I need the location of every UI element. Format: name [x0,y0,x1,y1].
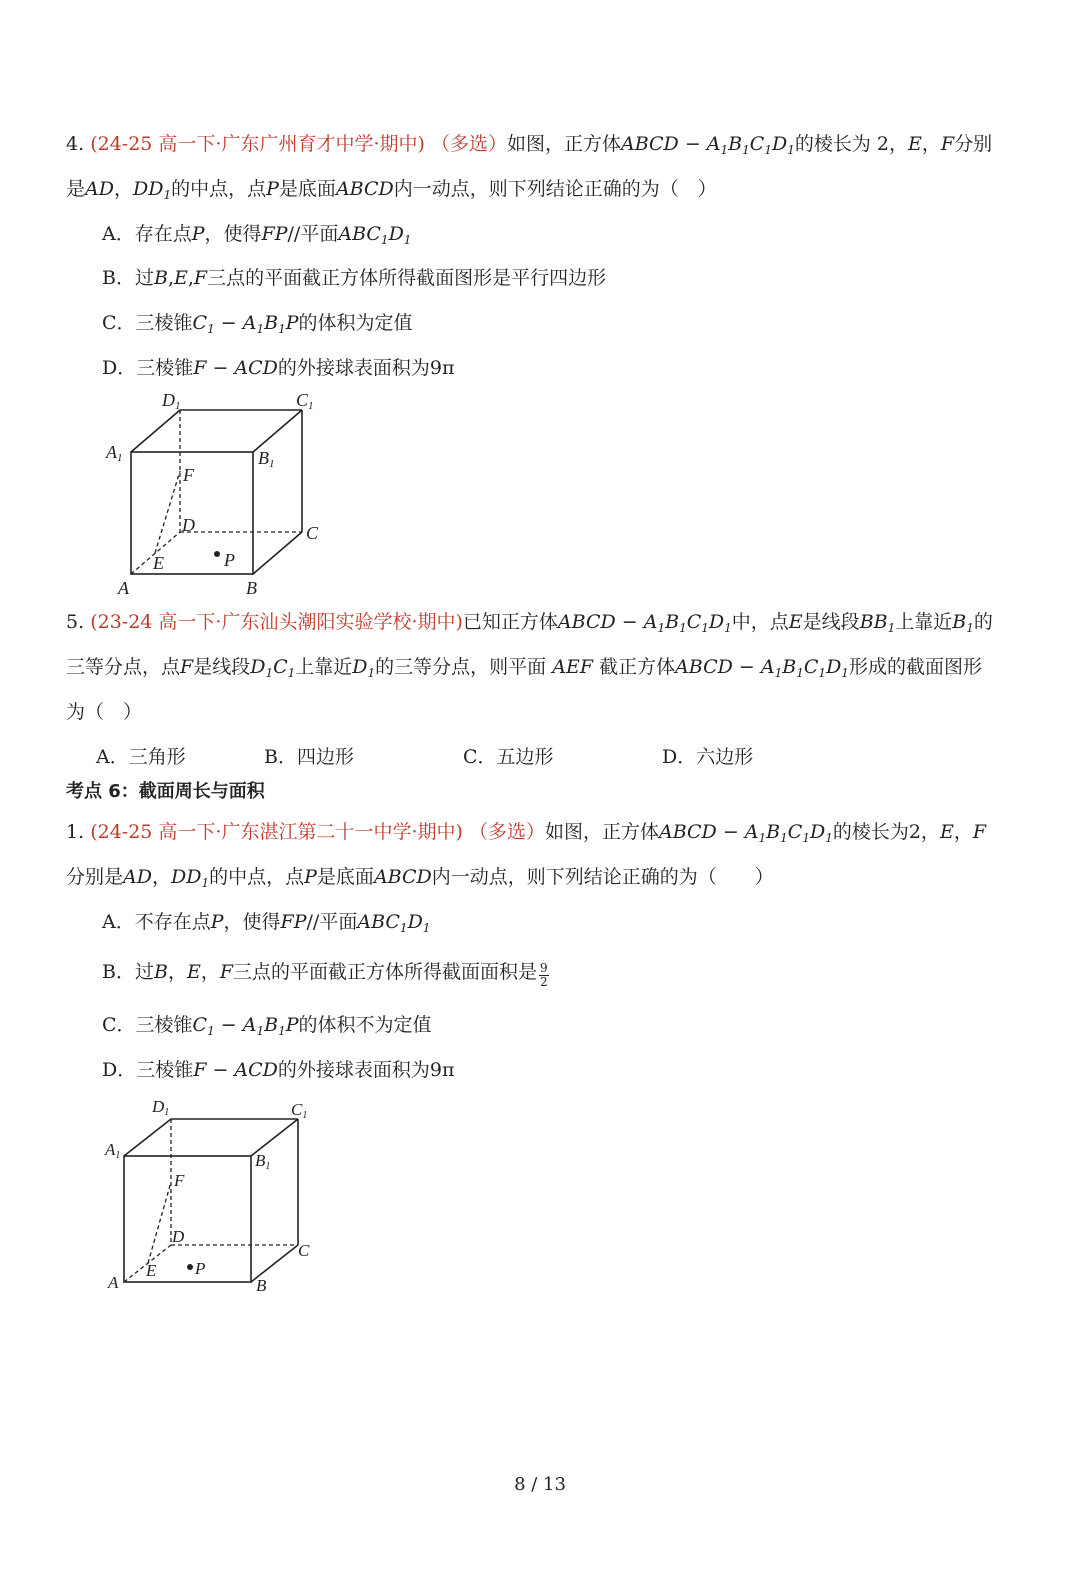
q4-text: 的中点，点 [171,178,267,200]
label-a: A [118,578,129,598]
option-text: B．过 [102,961,154,983]
label-e: E [146,1261,157,1280]
q4-option-d: D．三棱锥F − ACD的外接球表面积为9π [102,357,455,379]
q5-text: 是线段 [193,656,251,678]
point-p-dot [187,1264,193,1270]
q5-options [96,745,753,769]
q1-line-1: 1. (24-25 高一下·广东湛江第二十一中学·期中) （多选）如图，正方体ABCD − $A_1B_1C_1D_1$的棱长为2，E，F [66,821,987,845]
label-d1: D1 [162,390,181,412]
cube-figure-2 [98,1092,338,1297]
label-b: B [246,578,257,598]
q1-text: 的棱长为2， [832,821,940,843]
q1-number: 1. [66,821,85,843]
q5-option-c: C．五边形 [463,746,554,768]
label-p: P [224,550,235,570]
label-a1: A1 [106,442,123,464]
q1-text: 分别是 [66,866,124,888]
q5-text: 上靠近 [295,656,353,678]
q5-text: 三等分点，点 [66,656,181,678]
q1-text: 的中点，点 [209,866,305,888]
q1-option-c: C．三棱锥$C_1 - A_1B_1P$的体积不为定值 [102,1014,432,1038]
option-text: 三点的平面截正方体所得截面图形是平行四边形 [207,267,607,289]
q1-line-2: 分别是AD，$DD_1$的中点，点P是底面ABCD内一动点，则下列结论正确的为（ ） [66,866,774,890]
q5-text: 的三等分点，则平面 [375,656,547,678]
q1-text: 如图，正方体 [544,821,659,843]
option-text: ，使得 [204,223,262,245]
point-p-dot [214,551,220,557]
q1-text: 内一动点，则下列结论正确的为（ ） [431,866,774,888]
option-text: C．三棱锥 [102,312,193,334]
q5-option-d: D．六边形 [662,746,754,768]
cube-figure-1 [100,386,340,601]
q1-option-b: B．过B，E，F三点的平面截正方体所得截面面积是 $\frac{9}{2}$ [102,961,548,989]
q4-text: 如图，正方体 [506,133,621,155]
label-c: C [298,1241,310,1260]
q5-line-3 [66,700,142,724]
q5-text: 上靠近 [895,611,953,633]
q5-text: 为（ ） [66,701,143,723]
q1-multi-tag: （多选） [468,821,545,843]
page-number: 8 / 13 [514,1474,566,1495]
label-d: D [182,515,195,535]
section-heading: 考点 6：截面周长与面积 [66,781,265,802]
q1-text: 是底面 [316,866,374,888]
label-c1: C1 [296,390,314,412]
q1-text: ， [953,821,973,843]
label-b1: B1 [258,448,275,470]
option-text: 的外接球表面积为9π [277,1059,455,1081]
label-c: C [306,523,319,543]
option-text: A．存在点 [102,223,192,245]
q5-number: 5. [66,611,85,633]
option-text: 平面 [319,911,358,933]
option-text: 的体积为定值 [298,312,413,334]
q5-text: 的 [973,611,993,633]
label-b: B [256,1276,267,1295]
q5-line-1: 5. (23-24 高一下·广东汕头潮阳实验学校·期中)已知正方体ABCD − $A_1B_1C_1D_1$中，点E是线段$BB_1$上靠近$B_1$的 [66,611,993,635]
label-a: A [108,1273,119,1292]
q4-source: (24-25 高一下·广东广州育才中学·期中) [90,133,425,155]
q4-text: 是底面 [278,178,336,200]
option-text: ， [200,961,220,983]
option-text: D．三棱锥 [102,1059,194,1081]
label-b1: B1 [255,1151,271,1172]
q5-text: 是线段 [802,611,860,633]
option-text: 的体积不为定值 [298,1014,432,1036]
q4-line-2: 是AD，$DD_1$的中点，点P是底面ABCD内一动点，则下列结论正确的为（ ） [66,178,717,202]
option-text: A．不存在点 [102,911,211,933]
q5-option-b: B．四边形 [264,746,354,768]
q4-number: 4. [66,133,85,155]
option-text: D．三棱锥 [102,357,194,379]
option-text: 平面 [300,223,339,245]
label-a1: A1 [105,1140,121,1161]
q4-text: 的棱长为 2， [794,133,908,155]
q1-option-d: D．三棱锥F − ACD的外接球表面积为9π [102,1059,455,1081]
label-p: P [195,1259,206,1278]
q4-text: ， [921,133,941,155]
label-d: D [172,1227,185,1246]
label-d1: D1 [152,1097,170,1118]
option-text: B．过 [102,267,154,289]
q1-source: (24-25 高一下·广东湛江第二十一中学·期中) [90,821,463,843]
q5-text: 截正方体 [599,656,676,678]
q4-option-c: C．三棱锥$C_1 - A_1B_1P$的体积为定值 [102,312,413,336]
option-text: ， [167,961,187,983]
option-text: 三点的平面截正方体所得截面面积是 [233,961,538,983]
q1-text: ， [151,866,171,888]
option-text: C．三棱锥 [102,1014,193,1036]
q4-text: 内一动点，则下列结论正确的为（ ） [393,178,717,200]
label-c1: C1 [291,1100,308,1121]
q4-line-1: 4. (24-25 高一下·广东广州育才中学·期中) （多选）如图，正方体ABCD − $A_1B_1C_1D_1$的棱长为 2，E，F分别 [66,133,993,157]
q5-text: 中，点 [731,611,789,633]
label-f: F [174,1171,185,1190]
q4-multi-tag: （多选） [430,133,507,155]
q4-option-a: A．存在点P，使得FP//平面$ABC_1D_1$ [102,223,412,247]
option-text: ，使得 [223,911,281,933]
label-f: F [183,465,194,485]
q4-option-b: B．过B,E,F三点的平面截正方体所得截面图形是平行四边形 [102,267,607,289]
q5-text: 形成的截面图形 [848,656,982,678]
option-text: 的外接球表面积为9π [277,357,455,379]
q5-text: 已知正方体 [462,611,558,633]
fraction-nine-halves: $\frac{9}{2}$ [540,961,548,989]
q4-text: ， [113,178,133,200]
q5-source: (23-24 高一下·广东汕头潮阳实验学校·期中) [90,611,463,633]
front-face [124,1156,251,1282]
q5-line-2: 三等分点，点F是线段$D_1C_1$上靠近$D_1$的三等分点，则平面 AEF 截正方体ABCD − $A_1B_1C_1D_1$形成的截面图形 [66,656,982,680]
q1-option-a: A．不存在点P，使得FP//平面$ABC_1D_1$ [102,911,431,935]
q5-option-a: A．三角形 [96,746,186,768]
q4-text: 分别 [954,133,993,155]
label-e: E [153,553,164,573]
q4-text: 是 [66,178,86,200]
